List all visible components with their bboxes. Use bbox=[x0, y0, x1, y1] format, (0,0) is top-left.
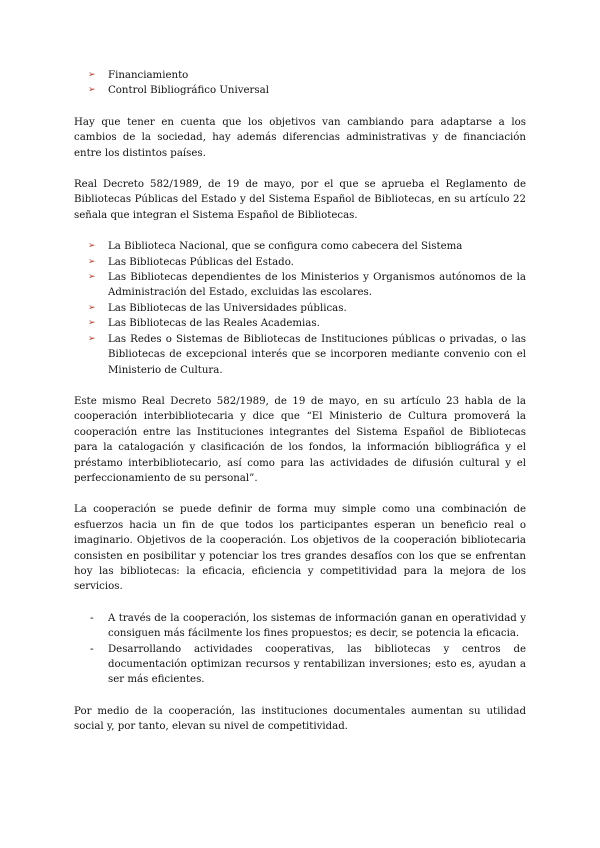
arrow-bullet-icon: ➢ bbox=[88, 302, 96, 313]
page-content bbox=[74, 68, 526, 735]
dash-bullet-icon: - bbox=[90, 612, 94, 624]
list-item: ➢ Las Redes o Sistemas de Bibliotecas de Instituciones públicas o privadas, o las Bibliotecas de excepcional interés que se incorporen mediante convenio con el Ministerio de Cultura. bbox=[88, 333, 526, 376]
arrow-bullet-icon: ➢ bbox=[88, 333, 96, 344]
list-item: - Desarrollando actividades cooperativas, las bibliotecas y centros de documentación optimizan recursos y rentabilizan inversiones; esto es, ayudan a ser más eficientes. bbox=[90, 643, 526, 686]
list-item: ➢ Las Bibliotecas de las Reales Academias. bbox=[74, 316, 526, 331]
list-item: ➢ Las Bibliotecas de las Universidades públicas. bbox=[74, 301, 526, 316]
list-item: ➢ Las Bibliotecas dependientes de los Ministerios y Organismos autónomos de la Administración del Estado, excluidas las escolares. bbox=[88, 272, 526, 299]
arrow-bullet-icon: ➢ bbox=[88, 241, 96, 252]
list-item: ➢ Control Bibliográfico Universal bbox=[74, 83, 526, 98]
arrow-bullet-icon: ➢ bbox=[88, 272, 96, 283]
arrow-bullet-icon: ➢ bbox=[88, 318, 96, 329]
arrow-bullet-icon: ➢ bbox=[88, 70, 96, 80]
objectives-dash-list bbox=[74, 611, 526, 688]
paragraph-articulo-23: Este mismo Real Decreto 582/1989, de 19 de mayo, en su artículo 23 habla de la cooperación interbibliotecaria y dice que “El Ministerio de Cultura promoverá la cooperación entre las Instituciones integrantes del Sistema Español de Bibliotecas para la catalogación y clasificación de los fondos, la información bibliográfica y el préstamo interbibliotecario, así como para las actividades de difusión cultural y el perfeccionamiento de su personal”. bbox=[74, 395, 526, 484]
arrow-bullet-icon: ➢ bbox=[88, 256, 96, 267]
top-bullet-list bbox=[74, 68, 526, 99]
dash-bullet-icon: - bbox=[90, 643, 94, 655]
list-item: - A través de la cooperación, los sistemas de información ganan en operatividad y consiguen más fácilmente los fines propuestos; es decir, se potencia la eficacia. bbox=[90, 612, 526, 640]
list-item: ➢ Las Bibliotecas Públicas del Estado. bbox=[74, 255, 526, 270]
paragraph-conclusion: Por medio de la cooperación, las instituciones documentales aumentan su utilidad social y, por tanto, elevan su nivel de competitividad. bbox=[74, 705, 526, 733]
library-system-list bbox=[74, 239, 526, 378]
paragraph-objectives: Hay que tener en cuenta que los objetivos van cambiando para adaptarse a los cambios de la sociedad, hay además diferencias administrativas y de financiación entre los distintos países. bbox=[74, 116, 526, 159]
list-item: ➢ La Biblioteca Nacional, que se configura como cabecera del Sistema bbox=[74, 239, 526, 254]
arrow-bullet-icon: ➢ bbox=[88, 85, 96, 96]
paragraph-cooperacion: La cooperación se puede definir de forma muy simple como una combinación de esfuerzos hacia un fin de que todos los participantes esperan un beneficio real o imaginario. Objetivos de la cooperación. Los objetivos de la cooperación bibliotecaria consisten en posibilitar y potenciar los tres grandes desafíos con los que se enfrentan hoy las bibliotecas: la eficacia, eficiencia y competitividad para la mejora de los servicios. bbox=[74, 504, 526, 593]
list-item: ➢ Financiamiento bbox=[74, 68, 526, 83]
paragraph-real-decreto: Real Decreto 582/1989, de 19 de mayo, por el que se aprueba el Reglamento de Bibliotecas Públicas del Estado y del Sistema Español de Bibliotecas, en su artículo 22 señala que integran el Sistema Español de Bibliotecas. bbox=[74, 179, 526, 221]
